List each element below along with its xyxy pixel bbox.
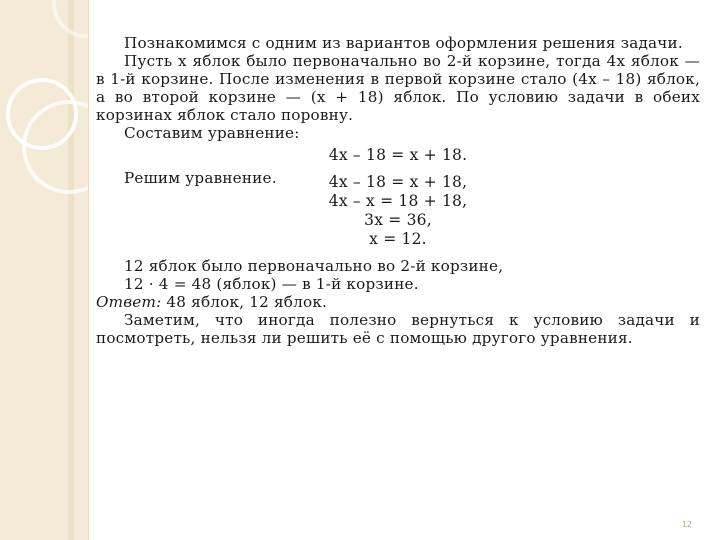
decorative-bar [68, 0, 74, 540]
answer-line [96, 293, 700, 311]
equation-line: 4x – 18 = x + 18. [328, 146, 468, 164]
answer-label: Ответ: [96, 293, 162, 311]
solution-step: 4x – 18 = x + 18, [328, 173, 468, 191]
intro-paragraph: Познакомимся с одним из вариантов оформления решения задачи. [124, 34, 683, 52]
main-equation [96, 146, 700, 165]
solution-step: 3x = 36, [364, 211, 432, 229]
solve-label: Решим уравнение. [124, 169, 277, 187]
decorative-ring [52, 0, 89, 38]
result-line-1: 12 яблок было первоначально во 2-й корзине, [124, 257, 504, 275]
solution-step: 4x – x = 18 + 18, [328, 192, 468, 210]
slide-content [96, 34, 700, 347]
decorative-side-strip [0, 0, 89, 540]
compose-label: Составим уравнение: [124, 124, 300, 142]
setup-paragraph: Пусть x яблок было первоначально во 2-й корзине, тогда 4x яблок — в 1-й корзине. После изменения в первой корзине стало (4x – 18) яблок, а во второй корзине — (x + 18) яблок. По условию задачи в обеих корзинах яблок стало поровну. [96, 52, 700, 124]
solution-step: x = 12. [369, 230, 427, 248]
page-number: 12 [681, 520, 692, 529]
answer-text: 48 яблок, 12 яблок. [161, 293, 328, 311]
note-paragraph: Заметим, что иногда полезно вернуться к условию задачи и посмотреть, нельзя ли решить её с помощью другого уравнения. [96, 311, 700, 347]
result-line-2: 12 · 4 = 48 (яблок) — в 1-й корзине. [124, 275, 419, 293]
